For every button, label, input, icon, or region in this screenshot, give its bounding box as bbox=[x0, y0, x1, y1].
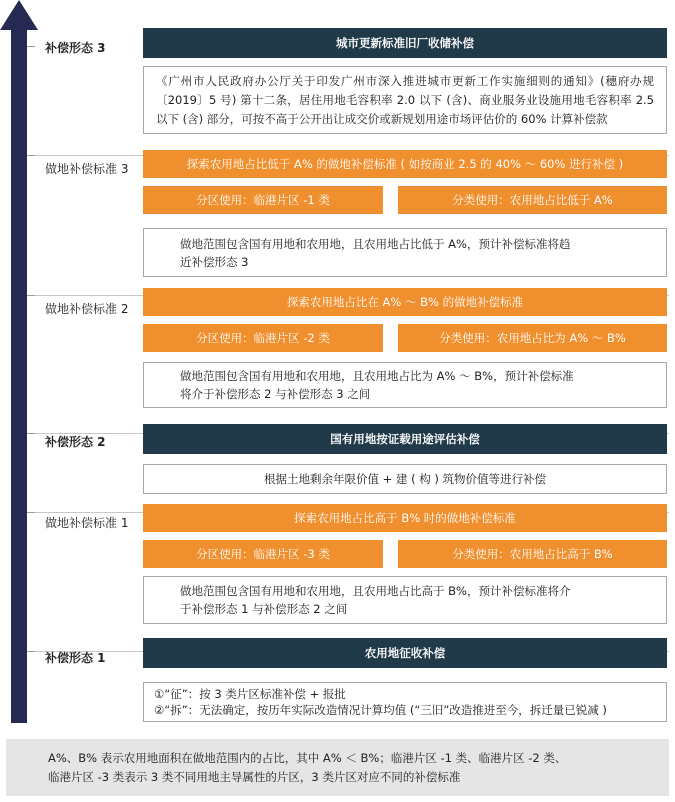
standard1-category: 分类使用：农用地占比高于 B% bbox=[398, 540, 667, 568]
tick-form1 bbox=[27, 651, 35, 652]
form1-description: ①“征”：按 3 类片区标准补偿 + 报批 ②“拆”：无法确定，按历年实际改造情况计算均值 (“三旧”改造推进至今，拆迁量已锐减 ) bbox=[143, 682, 667, 722]
standard2-category: 分类使用：农用地占比为 A% ～ B% bbox=[398, 324, 667, 352]
standard3-zone: 分区使用：临港片区 -1 类 bbox=[143, 186, 383, 214]
standard2-description: 做地范围包含国有用地和农用地，且农用地占比为 A% ～ B%，预计补偿标准 将介于补偿形态 2 与补偿形态 3 之间 bbox=[143, 362, 667, 408]
tick-standard3 bbox=[27, 155, 35, 156]
form1-label: 补偿形态 1 bbox=[45, 651, 106, 665]
tick-form3 bbox=[27, 46, 35, 47]
standard1-title: 探索农用地占比高于 B% 时的做地补偿标准 bbox=[143, 504, 667, 532]
standard3-title: 探索农用地占比低于 A% 的做地补偿标准 ( 如按商业 2.5 的 40% ～ 60% 进行补偿 ) bbox=[143, 150, 667, 178]
standard2-zone: 分区使用：临港片区 -2 类 bbox=[143, 324, 383, 352]
form2-description: 根据土地剩余年限价值 + 建 ( 构 ) 筑物价值等进行补偿 bbox=[143, 464, 667, 494]
standard1-zone: 分区使用：临港片区 -3 类 bbox=[143, 540, 383, 568]
standard3-label: 做地补偿标准 3 bbox=[45, 162, 129, 176]
standard3-category: 分类使用：农用地占比低于 A% bbox=[398, 186, 667, 214]
tick-form2 bbox=[27, 433, 35, 434]
form3-description: 《广州市人民政府办公厅关于印发广州市深入推进城市更新工作实施细则的通知》(穗府办规〔2019〕5 号) 第十二条，居住用地毛容积率 2.0 以下 (含)、商业服务业设施用地毛容积率 2.5 以下 (含) 部分，可按不高于公开出让成交价或新规划用途市场评估价的 60% 计算补偿款 bbox=[143, 66, 667, 134]
form3-title: 城市更新标准旧厂收储补偿 bbox=[143, 28, 667, 58]
axis-arrow-shaft bbox=[11, 28, 27, 723]
tick-standard1 bbox=[27, 512, 35, 513]
tick-standard2 bbox=[27, 295, 35, 296]
form3-label: 补偿形态 3 bbox=[45, 41, 106, 55]
standard2-title: 探索农用地占比在 A% ～ B% 的做地补偿标准 bbox=[143, 288, 667, 316]
standard1-description: 做地范围包含国有用地和农用地，且农用地占比高于 B%，预计补偿标准将介 于补偿形态 1 与补偿形态 2 之间 bbox=[143, 576, 667, 624]
standard1-label: 做地补偿标准 1 bbox=[45, 516, 129, 530]
standard3-description: 做地范围包含国有用地和农用地，且农用地占比低于 A%，预计补偿标准将趋 近补偿形态 3 bbox=[143, 228, 667, 277]
form2-title: 国有用地按证载用途评估补偿 bbox=[143, 424, 667, 454]
form2-label: 补偿形态 2 bbox=[45, 435, 106, 449]
legend-note: A%、B% 表示农用地面积在做地范围内的占比，其中 A% ＜ B%；临港片区 -1 类、临港片区 -2 类、 临港片区 -3 类表示 3 类不同用地主导属性的片区，3 类片区对应不同的补偿标准 bbox=[6, 739, 669, 796]
axis-arrow-head-icon bbox=[0, 0, 38, 30]
standard2-label: 做地补偿标准 2 bbox=[45, 302, 129, 316]
form1-title: 农用地征收补偿 bbox=[143, 638, 667, 668]
